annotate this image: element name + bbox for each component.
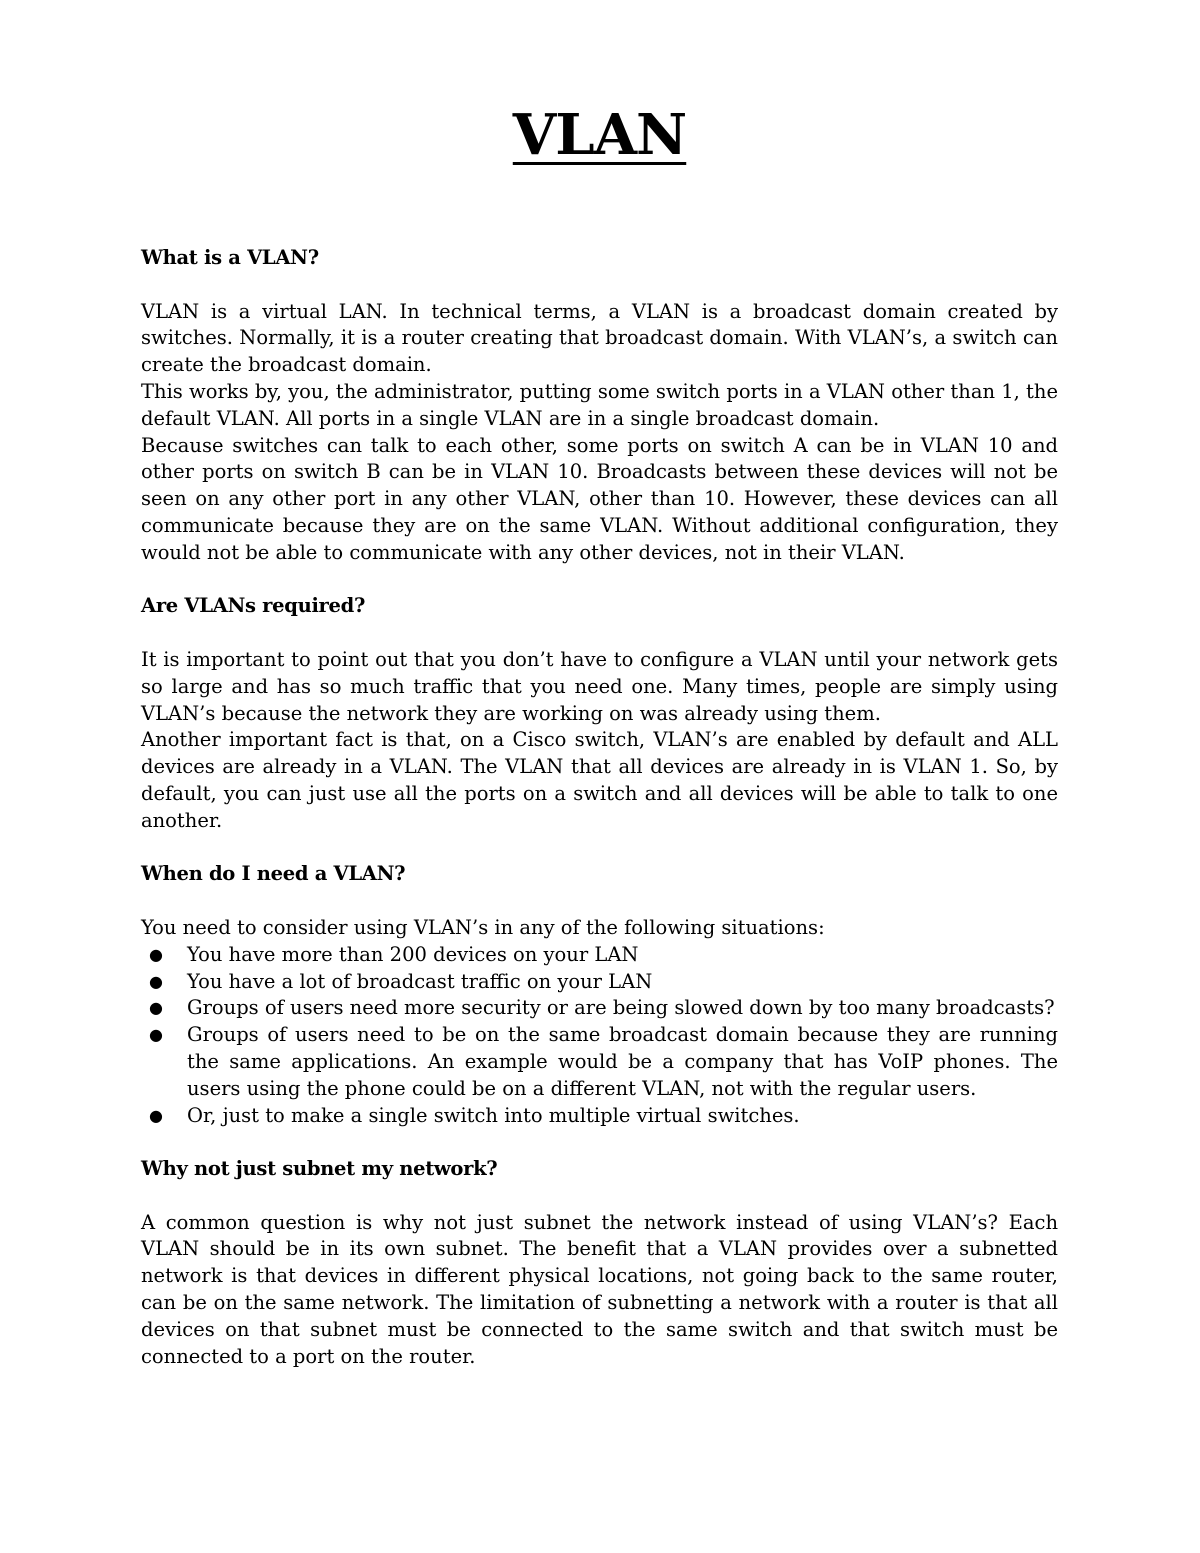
list-item xyxy=(149,942,1058,969)
paragraph: You need to consider using VLAN’s in any of the following situations: xyxy=(141,915,825,939)
bullet-icon: ● xyxy=(149,1105,163,1125)
list-item-text: Or, just to make a single switch into multiple virtual switches. xyxy=(187,1103,800,1127)
section-why-not-subnet xyxy=(141,1156,1058,1370)
bullet-icon: ● xyxy=(149,971,163,991)
bullet-icon: ● xyxy=(149,998,163,1018)
section-when-need-vlan xyxy=(141,861,1058,1129)
list-item-text: Groups of users need to be on the same broadcast domain because they are running the same applications. An example would be a company that has VoIP phones. The users using the phone could be on a different VLAN, not with the regular users. xyxy=(187,1023,1058,1100)
section-what-is-vlan xyxy=(141,245,1058,567)
bullet-icon: ● xyxy=(149,944,163,964)
bullet-icon: ● xyxy=(149,1025,163,1045)
section-heading: When do I need a VLAN? xyxy=(141,862,406,886)
document-title-text: VLAN xyxy=(512,102,687,168)
list-item-text: You have more than 200 devices on your LAN xyxy=(187,942,639,966)
section-heading: What is a VLAN? xyxy=(141,246,319,269)
list-item xyxy=(149,969,1058,996)
paragraph: It is important to point out that you don’t have to configure a VLAN until your network gets so large and has so much traffic that you need one. Many times, people are simply using VLAN’s because the network they are working on was already using them. xyxy=(141,647,1058,725)
paragraph: VLAN is a virtual LAN. In technical terms, a VLAN is a broadcast domain created by switches. Normally, it is a router creating that broadcast domain. With VLAN’s, a switch can create the broadcast domain. xyxy=(141,299,1058,377)
paragraph: Because switches can talk to each other, some ports on switch A can be in VLAN 10 and other ports on switch B can be in VLAN 10. Broadcasts between these devices will not be seen on any other port in any other VLAN, other than 10. However, these devices can all communicate because they are on the same VLAN. Without additional configuration, they would not be able to communicate with any other devices, not in their VLAN. xyxy=(141,433,1058,564)
paragraph: A common question is why not just subnet the network instead of using VLAN’s? Each VLAN should be in its own subnet. The benefit that a VLAN provides over a subnetted network is that devices in different physical locations, not going back to the same router, can be on the same network. The limitation of subnetting a network with a router is that all devices on that subnet must be connected to the same switch and that switch must be connected to a port on the router. xyxy=(141,1210,1058,1368)
paragraph: This works by, you, the administrator, putting some switch ports in a VLAN other than 1, the default VLAN. All ports in a single VLAN are in a single broadcast domain. xyxy=(141,379,1058,430)
bullet-list xyxy=(141,942,1058,1130)
section-heading: Are VLANs required? xyxy=(141,594,366,618)
section-heading: Why not just subnet my network? xyxy=(141,1157,498,1181)
document-body xyxy=(141,245,1058,1397)
list-item xyxy=(149,1022,1058,1102)
list-item xyxy=(149,995,1058,1022)
section-are-vlans-required xyxy=(141,593,1058,834)
paragraph: Another important fact is that, on a Cisco switch, VLAN’s are enabled by default and ALL devices are already in a VLAN. The VLAN that all devices are already in is VLAN 1. So, by default, you can just use all the ports on a switch and all devices will be able to talk to one another. xyxy=(141,728,1058,832)
list-item xyxy=(149,1103,1058,1130)
list-item-text: Groups of users need more security or are being slowed down by too many broadcasts? xyxy=(187,996,1055,1020)
list-item-text: You have a lot of broadcast traffic on your LAN xyxy=(187,969,653,993)
document-title xyxy=(141,100,1058,170)
